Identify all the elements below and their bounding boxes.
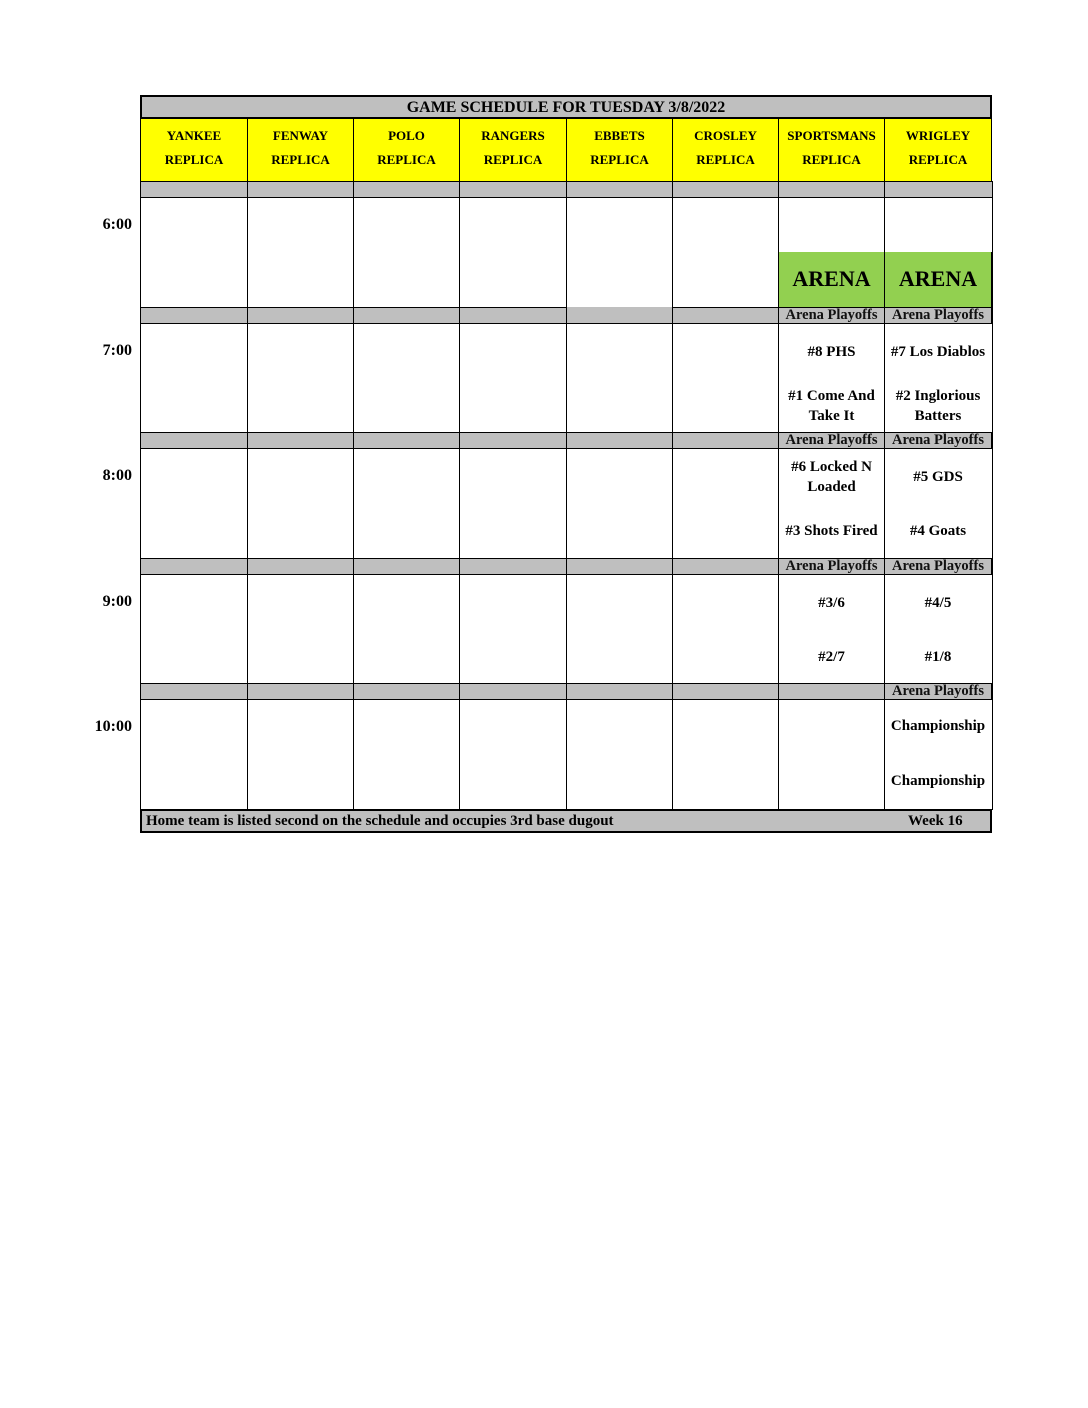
time-slot-cell xyxy=(353,699,460,810)
time-slot-cell xyxy=(459,574,567,685)
slot-divider-band xyxy=(566,683,673,700)
visitor-team: Championship xyxy=(890,718,986,734)
band-label-9-wrigley: Arena Playoffs xyxy=(884,558,992,575)
header-spacer-band xyxy=(247,181,354,198)
field-name: FENWAY xyxy=(272,128,329,143)
slot-divider-band xyxy=(672,432,779,449)
field-type: REPLICA xyxy=(483,152,543,167)
time-slot-cell xyxy=(353,574,460,685)
time-slot-cell xyxy=(566,699,673,810)
home-team: #1 Come And Take It xyxy=(788,388,875,424)
field-header-yankee xyxy=(140,118,248,182)
field-name: RANGERS xyxy=(481,128,545,143)
field-type: REPLICA xyxy=(908,152,968,167)
slot-divider-band xyxy=(247,558,354,575)
page-title: GAME SCHEDULE FOR TUESDAY 3/8/2022 xyxy=(140,95,992,119)
game-10-wrigley xyxy=(890,700,986,808)
field-type: REPLICA xyxy=(164,152,224,167)
time-slot-cell xyxy=(247,448,354,559)
header-spacer-band xyxy=(778,181,885,198)
time-label-9: 9:00 xyxy=(102,593,132,610)
slot-divider-band xyxy=(140,558,248,575)
slot-divider-band xyxy=(140,683,248,700)
time-slot-cell xyxy=(247,574,354,685)
home-team: #4 Goats xyxy=(909,523,967,539)
time-slot-cell xyxy=(459,699,567,810)
slot-divider-band xyxy=(353,307,460,324)
footer-note: Home team is listed second on the schedule and occupies 3rd base dugout xyxy=(146,813,614,829)
game-8-wrigley xyxy=(884,449,992,557)
time-slot-cell xyxy=(353,448,460,559)
home-team: #3 Shots Fired xyxy=(785,523,878,539)
header-spacer-band xyxy=(672,181,779,198)
slot-divider-band xyxy=(247,307,354,324)
week-label: Week 16 xyxy=(908,813,963,829)
time-label-10: 10:00 xyxy=(94,718,132,735)
time-slot-cell xyxy=(247,323,354,434)
field-type: REPLICA xyxy=(271,152,330,167)
slot-divider-band xyxy=(672,307,779,324)
slot-divider-band xyxy=(459,683,567,700)
slot-divider-band xyxy=(459,432,567,449)
field-name: WRIGLEY xyxy=(905,128,971,143)
field-header-ebbets xyxy=(566,118,673,182)
field-type: REPLICA xyxy=(802,152,861,167)
band-label-10-wrigley: Arena Playoffs xyxy=(884,683,992,700)
header-spacer-band xyxy=(353,181,460,198)
time-label-7: 7:00 xyxy=(102,342,132,359)
time-slot-cell xyxy=(247,699,354,810)
time-slot-cell xyxy=(140,448,248,559)
time-slot-cell xyxy=(459,197,567,308)
visitor-team: #3/6 xyxy=(818,595,845,611)
slot-divider-band xyxy=(353,432,460,449)
time-slot-cell xyxy=(247,197,354,308)
field-header-polo xyxy=(353,118,460,182)
field-name: YANKEE xyxy=(166,128,222,143)
slot-divider-band xyxy=(247,683,354,700)
visitor-team: #7 Los Diablos xyxy=(890,344,986,360)
slot-divider-band xyxy=(566,558,673,575)
time-label-8: 8:00 xyxy=(102,467,132,484)
field-type: REPLICA xyxy=(696,152,755,167)
field-header-rangers xyxy=(459,118,567,182)
time-slot-cell xyxy=(140,699,248,810)
time-slot-cell xyxy=(140,197,248,308)
field-name: EBBETS xyxy=(594,128,645,143)
field-header-wrigley xyxy=(884,118,992,182)
slot-divider-band xyxy=(353,683,460,700)
header-spacer-band xyxy=(884,181,993,198)
game-9-wrigley xyxy=(884,575,992,683)
home-team: #1/8 xyxy=(924,649,952,665)
footer-bar xyxy=(140,809,992,833)
band-label-9-sportsmans: Arena Playoffs xyxy=(778,558,885,575)
visitor-team: #5 GDS xyxy=(913,469,963,485)
time-slot-cell xyxy=(566,448,673,559)
visitor-team: #6 Locked N Loaded xyxy=(791,459,872,495)
header-spacer-band xyxy=(566,181,673,198)
game-7-wrigley xyxy=(884,324,992,432)
field-header-crosley xyxy=(672,118,779,182)
time-slot-cell xyxy=(353,197,460,308)
field-type: REPLICA xyxy=(377,152,436,167)
slot-divider-band xyxy=(140,307,248,324)
time-slot-cell xyxy=(672,574,779,685)
time-slot-cell xyxy=(459,448,567,559)
field-type: REPLICA xyxy=(590,152,649,167)
header-spacer-band xyxy=(140,181,248,198)
home-team: #2 Inglorious Batters xyxy=(895,388,981,424)
game-9-sportsmans xyxy=(778,575,885,683)
time-slot-cell xyxy=(672,323,779,434)
band-label-7-sportsmans: Arena Playoffs xyxy=(778,307,885,324)
time-slot-cell xyxy=(566,197,673,308)
time-slot-cell xyxy=(778,699,885,810)
arena-block-wrigley: ARENA xyxy=(884,252,992,308)
slot-divider-band xyxy=(566,432,673,449)
visitor-team: #4/5 xyxy=(924,595,952,611)
field-header-sportsmans xyxy=(778,118,885,182)
field-header-fenway xyxy=(247,118,354,182)
slot-divider-band xyxy=(459,307,567,324)
slot-divider-band xyxy=(778,683,885,700)
time-slot-cell xyxy=(353,323,460,434)
time-slot-cell xyxy=(672,197,779,308)
time-slot-cell xyxy=(672,448,779,559)
slot-divider-band xyxy=(459,558,567,575)
home-team: #2/7 xyxy=(818,649,845,665)
band-label-8-wrigley: Arena Playoffs xyxy=(884,432,992,449)
time-slot-cell xyxy=(566,574,673,685)
arena-block-sportsmans: ARENA xyxy=(778,252,885,308)
time-slot-cell xyxy=(566,323,673,434)
slot-divider-band xyxy=(353,558,460,575)
slot-divider-band xyxy=(566,307,673,324)
band-label-7-wrigley: Arena Playoffs xyxy=(884,307,992,324)
field-name: POLO xyxy=(388,128,425,143)
home-team: Championship xyxy=(890,773,986,789)
slot-divider-band xyxy=(672,683,779,700)
time-label-6: 6:00 xyxy=(102,216,132,233)
header-spacer-band xyxy=(459,181,567,198)
time-slot-cell xyxy=(459,323,567,434)
game-7-sportsmans xyxy=(778,324,885,432)
slot-divider-band xyxy=(247,432,354,449)
time-slot-cell xyxy=(140,323,248,434)
field-name: CROSLEY xyxy=(694,128,757,143)
visitor-team: #8 PHS xyxy=(807,344,856,360)
time-slot-cell xyxy=(672,699,779,810)
time-slot-cell xyxy=(140,574,248,685)
slot-divider-band xyxy=(140,432,248,449)
slot-divider-band xyxy=(672,558,779,575)
game-8-sportsmans xyxy=(778,449,885,557)
field-name: SPORTSMANS xyxy=(787,128,876,143)
band-label-8-sportsmans: Arena Playoffs xyxy=(778,432,885,449)
